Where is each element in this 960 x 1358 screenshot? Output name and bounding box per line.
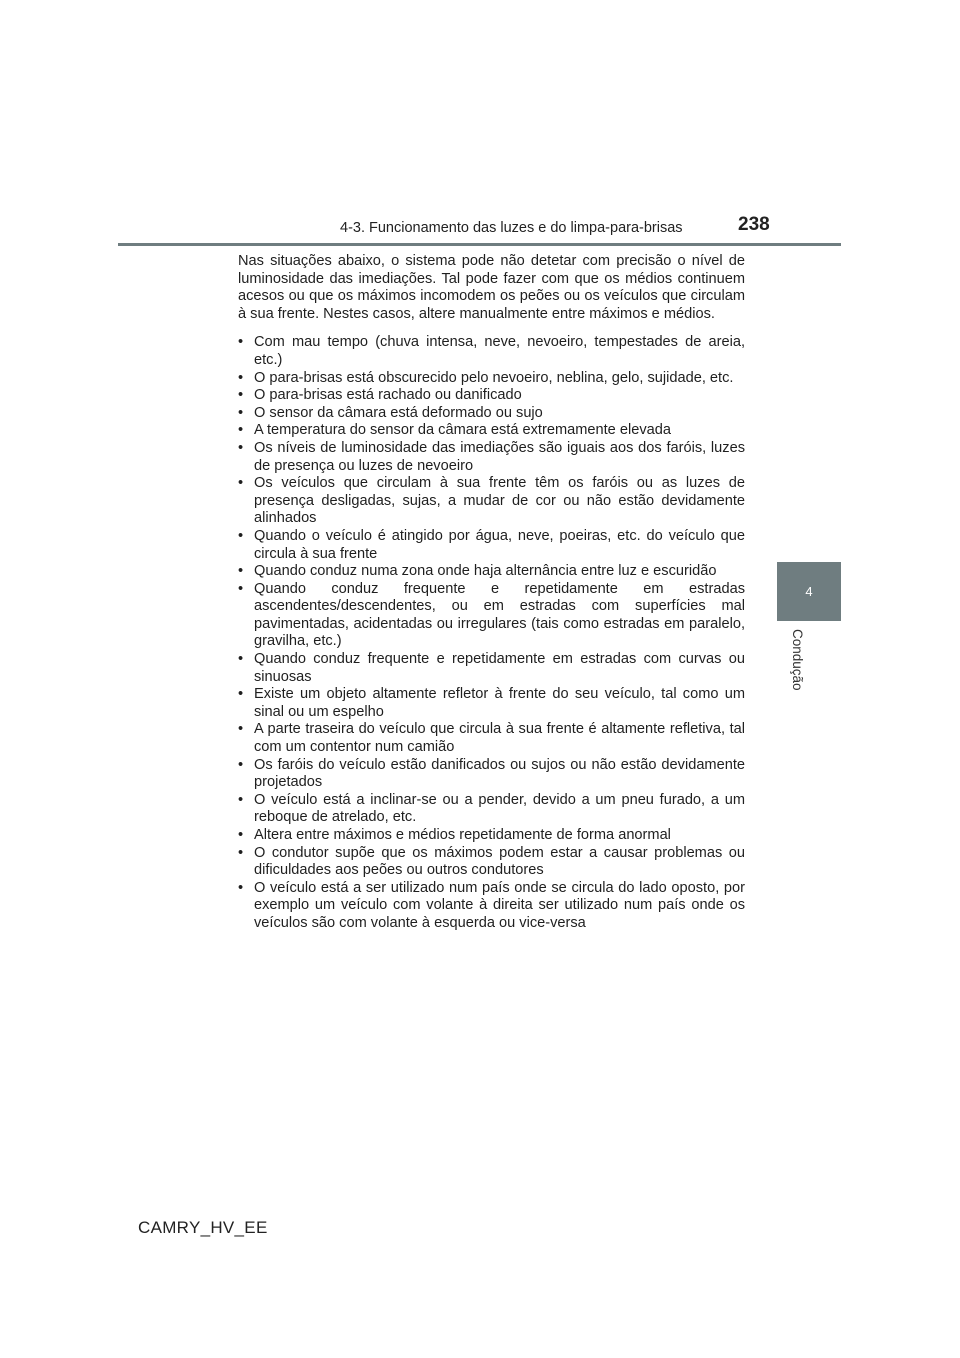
list-item: • Com mau tempo (chuva intensa, neve, nevoeiro, tempestades de areia, etc.) [238,334,745,369]
chapter-tab [777,562,841,621]
chapter-number: 4 [805,584,813,599]
list-item: • Quando o veículo é atingido por água, neve, poeiras, etc. do veículo que circula à sua frente [238,528,745,563]
list-item: • Quando conduz frequente e repetidamente em estradas com curvas ou sinuosas [238,651,745,686]
list-item: • O sensor da câmara está deformado ou sujo [238,405,745,423]
section-title: 4-3. Funcionamento das luzes e do limpa-para-brisas [340,220,683,236]
list-item: • Altera entre máximos e médios repetidamente de forma anormal [238,827,745,845]
chapter-label: Condução [790,629,805,691]
list-item: • Quando conduz frequente e repetidamente em estradas ascendentes/descendentes, ou em estradas com superfícies mal pavimentadas, acidentadas ou irregulares (tais como estradas em paralelo, gravilha, etc.) [238,581,745,651]
list-item: • O condutor supõe que os máximos podem estar a causar problemas ou dificuldades aos peões ou outros condutores [238,845,745,880]
list-item: • A parte traseira do veículo que circula à sua frente é altamente refletiva, tal com um contentor num camião [238,721,745,756]
main-content [238,253,745,933]
list-item: • Os níveis de luminosidade das imediações são iguais aos dos faróis, luzes de presença ou luzes de nevoeiro [238,440,745,475]
list-item: • O veículo está a inclinar-se ou a pender, devido a um pneu furado, a um reboque de atrelado, etc. [238,792,745,827]
list-item: • Os veículos que circulam à sua frente têm os faróis ou as luzes de presença desligadas, sujas, a mudar de cor ou não estão devidamente alinhados [238,475,745,528]
intro-paragraph: Nas situações abaixo, o sistema pode não detetar com precisão o nível de luminosidade das imediações. Tal pode fazer com que os médios continuem acesos ou que os máximos incomodem os peões ou os veículos que circulam à sua frente. Nestes casos, altere manualmente entre máximos e médios. [238,253,745,322]
list-item: • O para-brisas está obscurecido pelo nevoeiro, neblina, gelo, sujidade, etc. [238,370,745,388]
model-code: CAMRY_HV_EE [138,1218,268,1237]
list-item: • Quando conduz numa zona onde haja alternância entre luz e escuridão [238,563,745,581]
list-item: • O veículo está a ser utilizado num país onde se circula do lado oposto, por exemplo um veículo com volante à direita ser utilizado num país onde os veículos são com volante à esquerda ou vice-versa [238,880,745,933]
header-divider [118,243,841,246]
list-item: • A temperatura do sensor da câmara está extremamente elevada [238,422,745,440]
list-item: • O para-brisas está rachado ou danificado [238,387,745,405]
bullet-list [238,334,745,932]
page-number: 238 [738,214,770,235]
list-item: • Os faróis do veículo estão danificados ou sujos ou não estão devidamente projetados [238,757,745,792]
list-item: • Existe um objeto altamente refletor à frente do seu veículo, tal como um sinal ou um espelho [238,686,745,721]
